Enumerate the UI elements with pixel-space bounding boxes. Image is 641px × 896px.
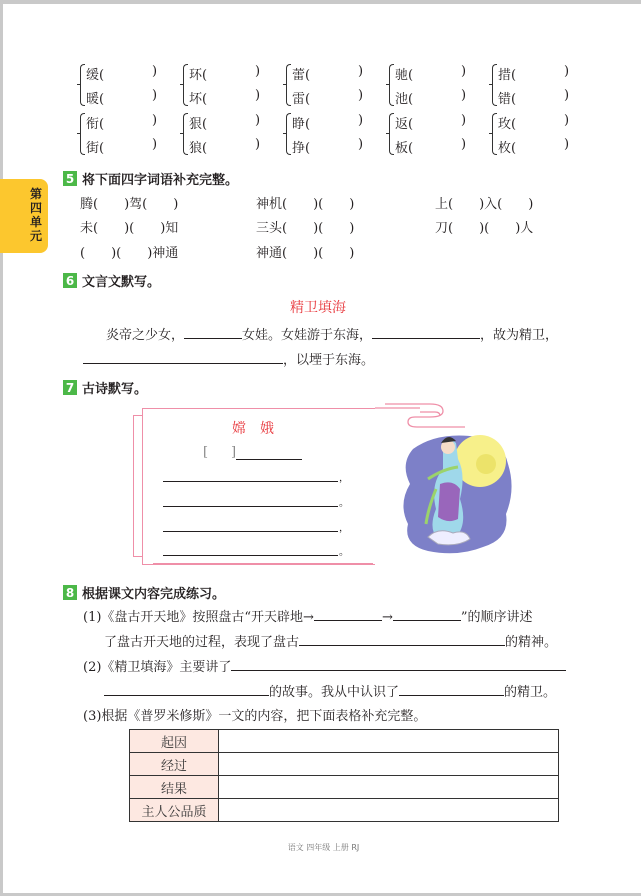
word-pair: 缓( ) 暖( ): [80, 62, 170, 108]
section-number-badge: 8: [63, 585, 77, 600]
passage-line-1: [106, 324, 558, 343]
answer-blank[interactable]: [314, 608, 382, 621]
text: 女娃。女娃游于东海，: [242, 328, 373, 343]
char-top: 玫: [498, 117, 512, 132]
word-pair: 环( ) 坏( ): [183, 62, 273, 108]
row-label: 结果: [130, 776, 219, 799]
answer-blank[interactable]: [372, 326, 480, 339]
text: (1)《盘古开天地》按照盘古“开天辟地→: [83, 610, 314, 625]
char-top: 蕾: [292, 68, 306, 83]
answer-blank[interactable]: [104, 683, 269, 696]
char-top: 返: [395, 117, 409, 132]
passage-line-2: [83, 349, 374, 368]
answer-blank[interactable]: [399, 683, 504, 696]
table-row: [130, 776, 559, 799]
section-number-badge: 7: [63, 380, 77, 395]
q1-line-1: [83, 606, 533, 625]
section-7-heading: [63, 378, 147, 397]
section-5-heading: [63, 169, 238, 188]
char-bottom: 狼: [189, 141, 203, 156]
poem-line-blank[interactable]: [163, 555, 338, 556]
poem-line-blank[interactable]: [163, 481, 338, 482]
char-bottom: 雷: [292, 92, 306, 107]
answer-blank[interactable]: [393, 608, 461, 621]
idiom-item: 腾( )驾( ): [80, 197, 179, 212]
text: ”的顺序讲述: [460, 610, 533, 625]
brace-icon: [389, 113, 394, 155]
answer-blank[interactable]: [184, 326, 242, 339]
q3-prompt: (3)根据《普罗米修斯》一文的内容，把下面表格补充完整。: [83, 709, 427, 724]
row-label: 起因: [130, 730, 219, 753]
word-pair: 蕾( ) 雷( ): [286, 62, 376, 108]
char-bottom: 错: [498, 92, 512, 107]
text: 的精神。: [505, 635, 558, 650]
poem-title: 嫦 娥: [232, 421, 274, 437]
section-number-badge: 6: [63, 273, 77, 288]
text: 的精卫。: [504, 685, 557, 700]
brace-icon: [389, 64, 394, 106]
brace-icon: [183, 113, 188, 155]
brace-icon: [286, 113, 291, 155]
char-bottom: 街: [86, 141, 100, 156]
text: (2)《精卫填海》主要讲了: [83, 660, 232, 675]
text: 炎帝之少女，: [106, 328, 185, 343]
idiom-item: 未( )( )知: [80, 221, 179, 236]
char-bottom: 挣: [292, 141, 306, 156]
section-6-heading: [63, 271, 160, 290]
section-title: 文言文默写。: [82, 275, 161, 290]
table-row: [130, 753, 559, 776]
answer-cell[interactable]: [219, 730, 559, 753]
author-blank[interactable]: [236, 459, 302, 460]
unit-tab-label: 第四单元: [30, 187, 43, 243]
word-pair: 措( ) 错( ): [492, 62, 582, 108]
table-row: [130, 799, 559, 822]
answer-blank[interactable]: [299, 633, 505, 646]
arrow-icon: →: [381, 610, 393, 625]
unit-tab: [0, 179, 48, 253]
idiom-item: ( )( )神通: [80, 246, 179, 261]
punctuation: ，: [339, 523, 349, 534]
word-pair: 返( ) 板( ): [389, 111, 479, 157]
answer-blank[interactable]: [83, 351, 283, 364]
row-label: 主人公品质: [130, 799, 219, 822]
word-pair: 狠( ) 狼( ): [183, 111, 273, 157]
author-bracket-close: ]: [231, 445, 237, 460]
word-pair: 衔( ) 街( ): [80, 111, 170, 157]
q1-line-2: [104, 631, 557, 650]
idiom-item: 神机( )( ): [256, 197, 355, 212]
punctuation: 。: [339, 547, 349, 558]
prometheus-table: [129, 729, 559, 822]
section-number-badge: 5: [63, 171, 77, 186]
answer-blank[interactable]: [231, 658, 566, 671]
text: ，以堙于东海。: [283, 353, 375, 368]
char-bottom: 池: [395, 92, 409, 107]
brace-icon: [492, 113, 497, 155]
q2-line-2: [104, 681, 556, 700]
poem-frame-bottom: [153, 563, 373, 565]
answer-cell[interactable]: [219, 776, 559, 799]
char-top: 缓: [86, 68, 100, 83]
passage-title: 精卫填海: [290, 300, 346, 316]
word-pair: 驰( ) 池( ): [389, 62, 479, 108]
punctuation: ，: [339, 473, 349, 484]
section-title: 根据课文内容完成练习。: [82, 587, 226, 602]
change-illustration-icon: [398, 429, 518, 559]
idiom-item: 三头( )( ): [256, 221, 355, 236]
char-bottom: 枚: [498, 141, 512, 156]
brace-icon: [80, 64, 85, 106]
char-top: 措: [498, 68, 512, 83]
punctuation: 。: [339, 498, 349, 509]
brace-icon: [286, 64, 291, 106]
char-top: 驰: [395, 68, 409, 83]
brace-icon: [80, 113, 85, 155]
page-footer: 语文 四年级 上册 RJ: [287, 843, 360, 852]
text: ，故为精卫，: [480, 328, 559, 343]
row-label: 经过: [130, 753, 219, 776]
poem-line-blank[interactable]: [163, 531, 338, 532]
idiom-item: 神通( )( ): [256, 246, 355, 261]
text: 的故事。我从中认识了: [269, 685, 400, 700]
char-top: 衔: [86, 117, 100, 132]
table-row: [130, 730, 559, 753]
char-bottom: 板: [395, 141, 409, 156]
word-pair: 睁( ) 挣( ): [286, 111, 376, 157]
author-bracket-open: [: [203, 445, 209, 460]
word-pair: 玫( ) 枚( ): [492, 111, 582, 157]
idiom-item: 上( )入( ): [435, 197, 534, 212]
char-top: 狠: [189, 117, 203, 132]
section-title: 将下面四字词语补充完整。: [82, 173, 239, 188]
poem-line-blank[interactable]: [163, 506, 338, 507]
answer-cell[interactable]: [219, 753, 559, 776]
text: 了盘古开天地的过程，表现了盘古: [104, 635, 300, 650]
brace-icon: [183, 64, 188, 106]
q2-line-1: [83, 656, 566, 675]
char-bottom: 暖: [86, 92, 100, 107]
char-top: 环: [189, 68, 203, 83]
workbook-page: [3, 4, 641, 893]
cloud-swirl-icon: [375, 402, 475, 430]
idiom-item: 刀( )( )人: [435, 221, 534, 236]
section-title: 古诗默写。: [82, 382, 148, 397]
brace-icon: [492, 64, 497, 106]
answer-cell[interactable]: [219, 799, 559, 822]
char-bottom: 坏: [189, 92, 203, 107]
section-8-heading: [63, 583, 225, 602]
char-top: 睁: [292, 117, 306, 132]
